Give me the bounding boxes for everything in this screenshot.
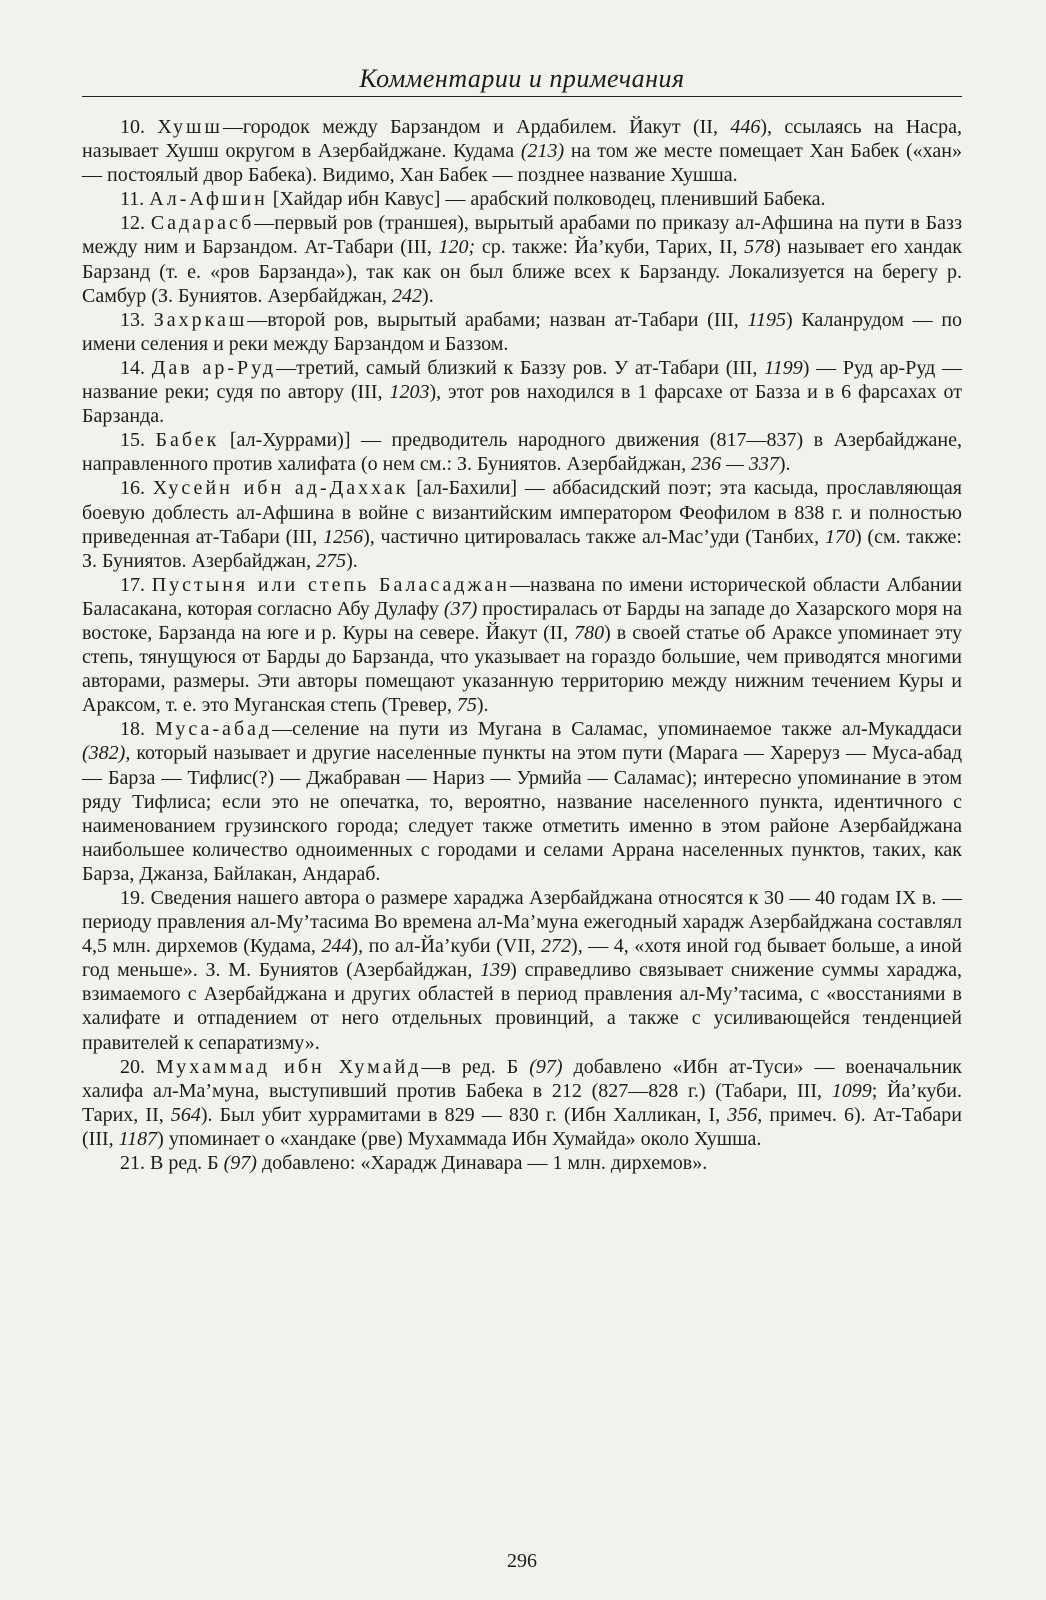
note-term: Захркаш	[153, 308, 248, 331]
note-text: 10.	[120, 116, 158, 138]
citation-ref: 272	[541, 935, 572, 958]
citation-ref: 446	[730, 116, 761, 138]
header-rule	[82, 96, 962, 97]
note-term: Хусейн ибн ад-Даххак	[152, 477, 409, 500]
note-term: Муса-абад	[155, 718, 273, 741]
note-text: —селение на пути из Мугана в Саламас, упоминаемое также ал-Мукаддаси	[272, 718, 963, 741]
note-text: 12.	[120, 212, 151, 235]
note-term: Дав ар-Руд	[151, 356, 277, 379]
note-text: ).	[778, 453, 791, 476]
note-text: ), — 4, «хотя иной год бывает больше, а иной год меньше». З. М. Буниятов (Азербайджан,	[82, 935, 962, 982]
note-text: примеч. 6). Ат-Табари (III,	[82, 1103, 962, 1150]
note-text: 20.	[120, 1055, 157, 1078]
citation-ref: (97)	[223, 1152, 257, 1175]
note-text: ).	[346, 549, 358, 572]
note-term: Мухаммад ибн Хумайд	[156, 1055, 422, 1078]
citation-ref: 1199	[764, 356, 803, 379]
note-text: ), этот ров находился в 1 фарсахе от Базза и в 6 фарсахах от Барзанда.	[82, 381, 962, 428]
citation-ref: 356,	[727, 1103, 763, 1126]
note-text: 16.	[120, 477, 153, 500]
note-text: ) называет его хандак Барзанд (т. е. «ров Барзанда»), так как он был ближе всех к Барзанду. Локализуется на берегу р. Самбур (З. Буниятов. Азербайджан,	[82, 236, 963, 307]
running-head: Комментарии и примечания	[359, 64, 685, 93]
citation-ref: (213)	[520, 140, 565, 163]
document-page	[82, 58, 962, 1578]
note-text: —городок между Барзандом и Ардабилем. Йакут (II,	[222, 116, 731, 138]
note-text: ).	[422, 284, 434, 307]
note-text: простиралась от Барды на западе до Хазарского моря на востоке, Барзанда на юге и р. Куры на севере. Йакут (II,	[82, 597, 962, 644]
note-text: 21. В ред. Б	[120, 1152, 224, 1175]
note-text: 15.	[120, 429, 156, 452]
citation-ref: 1099	[831, 1079, 872, 1102]
note-21	[82, 1151, 962, 1175]
note-text: 13.	[120, 308, 154, 331]
note-text: ) (см. также: З. Буниятов. Азербайджан,	[82, 525, 962, 572]
citation-ref: (382),	[82, 742, 131, 765]
citation-ref: 564	[170, 1103, 201, 1126]
note-text: 18.	[120, 718, 156, 741]
note-text: [Хайдар ибн Кавус] — арабский полководец, пленивший Бабека.	[267, 188, 826, 211]
note-text: который называет и другие населенные пункты на этом пути (Марага — Харерyз — Муса-абад — Барза — Тифлис(?) — Джабраван — Нариз — Урмийа — Саламас); интересно упоминание в этом ряду Тифлиса; если это не опечатка, то, вероятно, название населенного пункта, идентичного с наименованием грузинского города; следует также отметить именно в этом районе Азербайджана наибольшее количество одноименных с городами и селами Аррана населенных пунктов, таких, как Барза, Джанза, Байлакан, Андараб.	[82, 742, 962, 885]
note-text: 19. Сведения нашего автора о размере хараджа Азербайджана относятся к 30 — 40 годам IX в. — периоду правления ал-Му’тасима Во времена ал-Ма’муна ежегодный харадж Азербайджана составлял 4,5 млн. дирхемов (Кудама,	[82, 887, 962, 958]
note-text: ).	[476, 694, 489, 717]
note-term: Ал-Афшин	[149, 188, 268, 211]
citation-ref: 120;	[438, 236, 482, 259]
note-text: ). Был убит хуррамитами в 829 — 830 г. (Ибн Халликан, I,	[200, 1103, 728, 1126]
citation-ref: 1256	[323, 525, 364, 548]
note-text: —в ред. Б	[421, 1055, 530, 1078]
note-text: ), ссылаясь на Насра, называет Хушш округом в Азербайджане. Кудама	[82, 116, 963, 163]
note-text: ) Каланрудом — по имени селения и реки между Барзандом и Баззом.	[82, 308, 963, 355]
note-11	[82, 187, 962, 211]
note-13	[82, 308, 962, 356]
note-17	[82, 573, 962, 718]
note-text: 17.	[120, 573, 152, 596]
citation-ref: 139	[480, 959, 511, 982]
note-text: добавлено «Ибн ат-Туси» — военачальник халифа ал-Ма’муна, выступивший против Бабека в 212 (827—828 г.) (Табари, III,	[82, 1055, 963, 1102]
note-12	[82, 211, 962, 307]
citation-ref: 1187	[118, 1127, 158, 1150]
note-text: —второй ров, вырытый арабами; назван ат-Табари (III,	[247, 308, 748, 331]
citation-ref: 236 — 337	[691, 453, 779, 476]
note-text: ) упоминает о «хандаке (рве) Мухаммада Ибн Хумайда» около Хушша.	[157, 1127, 762, 1150]
note-16	[82, 476, 962, 572]
note-text: ) в своей статье об Араксе упоминает эту степь, тянущуюся от Барды до Барзанда, что указывает на гораздо большие, чем приводятся многими авторами, размеры. Эти авторы помещают указанную территорию между нижним течением Куры и Араксом, т. е. это Муганская степь (Тревер,	[82, 621, 962, 717]
note-text: 14.	[120, 356, 152, 379]
note-text: —третий, самый близкий к Баззу ров. У ат-Табари (III,	[276, 356, 765, 379]
citation-ref: 170	[824, 525, 855, 548]
notes-list	[82, 115, 962, 1175]
citation-ref: 75	[456, 694, 477, 717]
note-term: Пустыня или степь Баласаджан	[151, 573, 510, 596]
note-text: ср. также: Йа’куби, Тарих, II,	[481, 236, 745, 259]
note-10	[82, 115, 962, 187]
citation-ref: 242	[392, 284, 423, 307]
note-15	[82, 428, 962, 476]
note-term: Хушш	[157, 116, 223, 138]
note-text: ) справедливо связывает снижение суммы хараджа, взимаемого с Азербайджана и других областей в период правления ал-Му’тасима, с «восстаниями в халифате и отпадением от него отдельных провинций, а также с усиливающейся тенденцией правителей к сепаратизму».	[82, 959, 963, 1054]
note-14	[82, 356, 962, 428]
note-text: добавлено: «Харадж Динавара — 1 млн. дирхемов».	[256, 1152, 708, 1175]
note-term: Садарасб	[150, 212, 255, 235]
citation-ref: 1195	[747, 308, 787, 331]
citation-ref: 244	[321, 935, 352, 958]
note-term: Бабек	[155, 429, 220, 452]
citation-ref: 578	[744, 236, 775, 259]
note-text: [ал-Хуррами)] — предводитель народного движения (817—837) в Азербайджане, направленного против халифата (о нем см.: З. Буниятов. Азербайджан,	[82, 429, 963, 476]
note-text: —названа по имени исторической области Албании Баласакана, которая согласно Абу Дулафу	[82, 573, 962, 620]
note-text: на том же месте помещает Хан Бабек («хан» — постоялый двор Бабека). Видимо, Хан Бабек — позднее название Хушша.	[82, 140, 962, 187]
citation-ref: 275	[316, 549, 347, 572]
note-text: ; Йа’куби. Тарих, II,	[82, 1079, 962, 1126]
note-19	[82, 886, 962, 1055]
citation-ref: 780	[574, 621, 605, 644]
note-text: [ал-Бахили] — аббасидский поэт; эта касыда, прославляющая боевую доблесть ал-Афшина в войне с византийским императором Феофилом в 838 г. и полностью приведенная ат-Табари (III,	[82, 477, 962, 548]
page-number: 296	[507, 1550, 537, 1572]
note-text: 11.	[120, 188, 150, 211]
note-text: ), по ал-Йа’куби (VII,	[351, 935, 542, 958]
citation-ref: (37)	[443, 597, 478, 620]
citation-ref: 1203	[389, 381, 430, 404]
note-text: ), частично цитировалась также ал-Мас’уди (Танбих,	[363, 525, 825, 548]
note-text: ) — Руд ар-Руд — название реки; судя по автору (III,	[82, 356, 963, 404]
note-text: —первый ров (траншея), вырытый арабами по приказу ал-Афшина на пути в Базз между ним и Барзандом. Ат-Табари (III,	[82, 212, 962, 259]
note-18	[82, 717, 962, 886]
note-20	[82, 1055, 962, 1151]
citation-ref: (97)	[529, 1055, 563, 1078]
